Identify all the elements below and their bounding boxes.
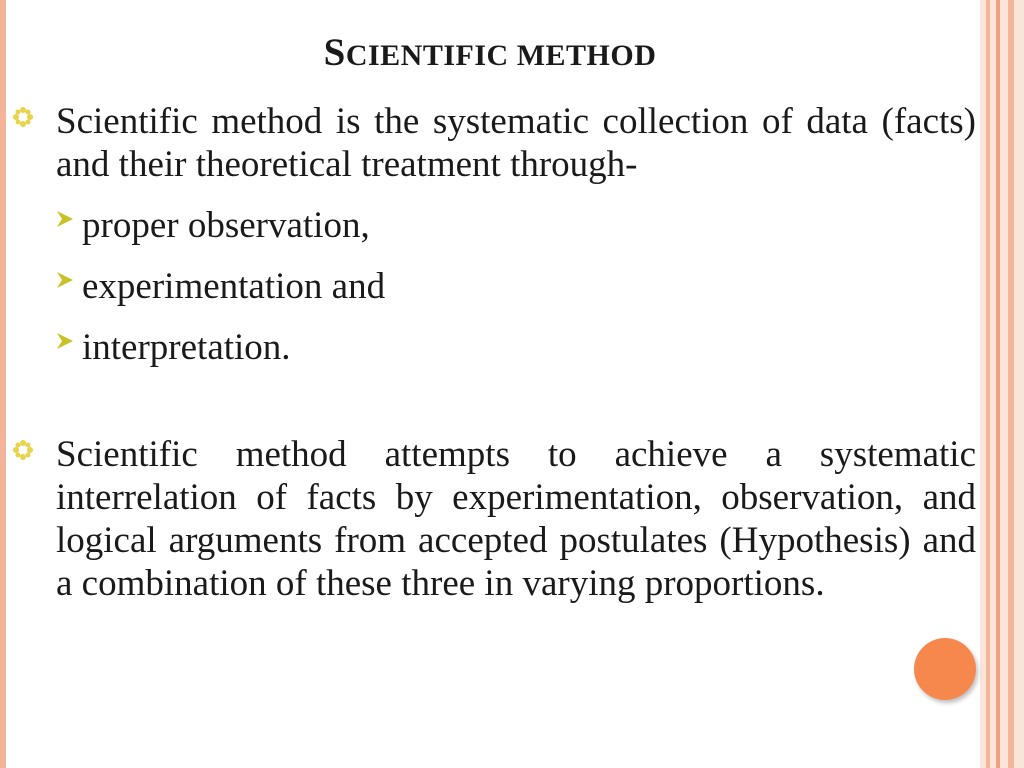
sub-item-text: experimentation and xyxy=(82,266,386,307)
sub-item xyxy=(12,204,976,247)
title-rest: CIENTIFIC METHOD xyxy=(345,39,657,72)
sub-item xyxy=(12,265,976,308)
right-stripe-decoration xyxy=(980,0,1024,768)
arrow-bullet-icon xyxy=(54,269,76,291)
sub-item xyxy=(12,326,976,369)
sub-item-text: proper observation, xyxy=(82,205,370,246)
left-border xyxy=(0,0,6,768)
slide-content xyxy=(12,100,976,605)
slide-title xyxy=(0,30,980,75)
title-initial: S xyxy=(323,31,346,74)
paragraph-1-text: Scientific method is the systematic collection of data (facts) and their theoretical treatment through- xyxy=(56,101,976,185)
flower-bullet-icon xyxy=(12,439,34,461)
orange-circle-icon xyxy=(914,638,976,700)
arrow-bullet-icon xyxy=(54,330,76,352)
paragraph-2-text: Scientific method attempts to achieve a systematic interrelation of facts by experimentation, observation, and logical arguments from accepted postulates (Hypothesis) and a combination of these three in varying proportions. xyxy=(56,434,976,604)
arrow-bullet-icon xyxy=(54,208,76,230)
sub-item-text: interpretation. xyxy=(82,327,291,368)
paragraph-1 xyxy=(12,100,976,186)
flower-bullet-icon xyxy=(12,106,34,128)
paragraph-2 xyxy=(12,433,976,605)
